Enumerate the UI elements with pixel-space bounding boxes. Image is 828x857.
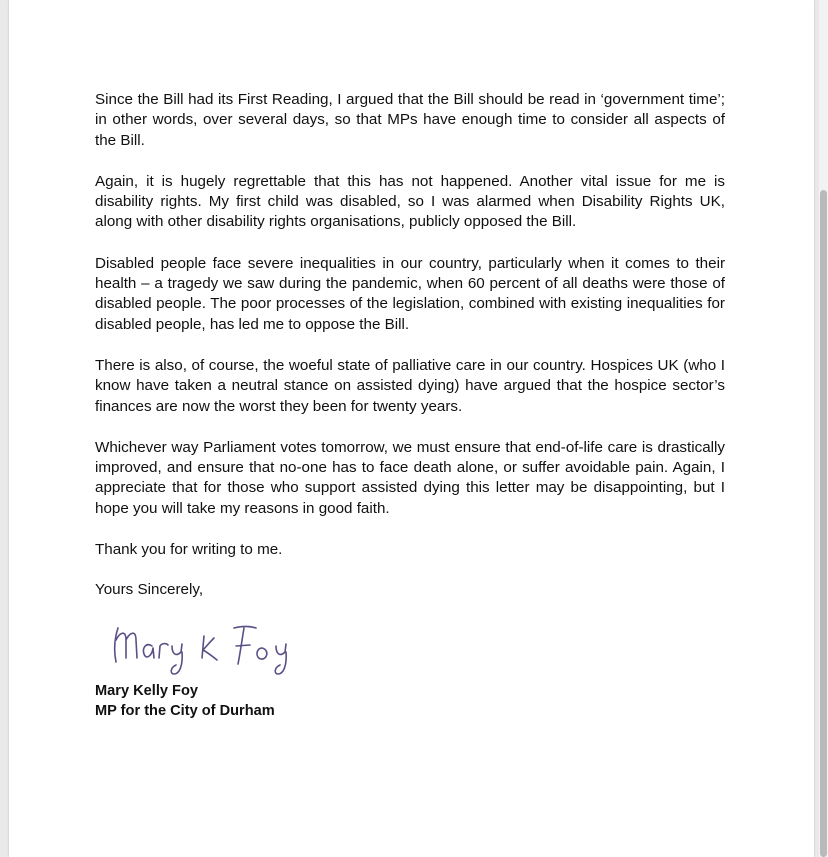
- signatory-name: Mary Kelly Foy: [95, 683, 199, 699]
- paragraph-disability-rights: Again, it is hugely regrettable that this has not happened. Another vital issue for me is disability rights. My first child was disabled, so I was alarmed when Disability Rights UK, along with other disability rights organisations, publicly opposed the Bill.: [95, 172, 725, 231]
- sign-off: Yours Sincerely,: [95, 581, 204, 599]
- thanks-line: Thank you for writing to me.: [95, 541, 283, 559]
- signatory-title: MP for the City of Durham: [95, 703, 275, 720]
- paragraph-palliative-care: There is also, of course, the woeful state of palliative care in our country. Hospices UK (who I know have taken a neutral stance on assisted dying) have argued that the hospice sector’s finances are now the worst they been for twenty years.: [95, 356, 725, 415]
- signatory-block: [95, 681, 275, 722]
- paragraph-first-reading: Since the Bill had its First Reading, I argued that the Bill should be read in ‘government time’; in other words, over several days, so that MPs have enough time to consider all aspects of the Bill.: [95, 91, 725, 149]
- scrollbar[interactable]: [819, 0, 828, 857]
- handwritten-signature: [104, 610, 324, 678]
- paragraph-inequalities: Disabled people face severe inequalities in our country, particularly when it comes to their health – a tragedy we saw during the pandemic, when 60 percent of all deaths were those of disabled people. The poor processes of the legislation, combined with existing inequalities for disabled people, has led me to oppose the Bill.: [95, 254, 725, 333]
- signature-icon: [104, 610, 324, 678]
- scrollbar-thumb[interactable]: [820, 190, 827, 857]
- letter-body: [95, 90, 725, 621]
- paragraph-end-of-life-care: Whichever way Parliament votes tomorrow, we must ensure that end-of-life care is drastically improved, and ensure that no-one has to face death alone, or suffer avoidable pain. Again, I appreciate that for those who support assisted dying this letter may be disappointing, but I hope you will take my reasons in good faith.: [95, 438, 725, 517]
